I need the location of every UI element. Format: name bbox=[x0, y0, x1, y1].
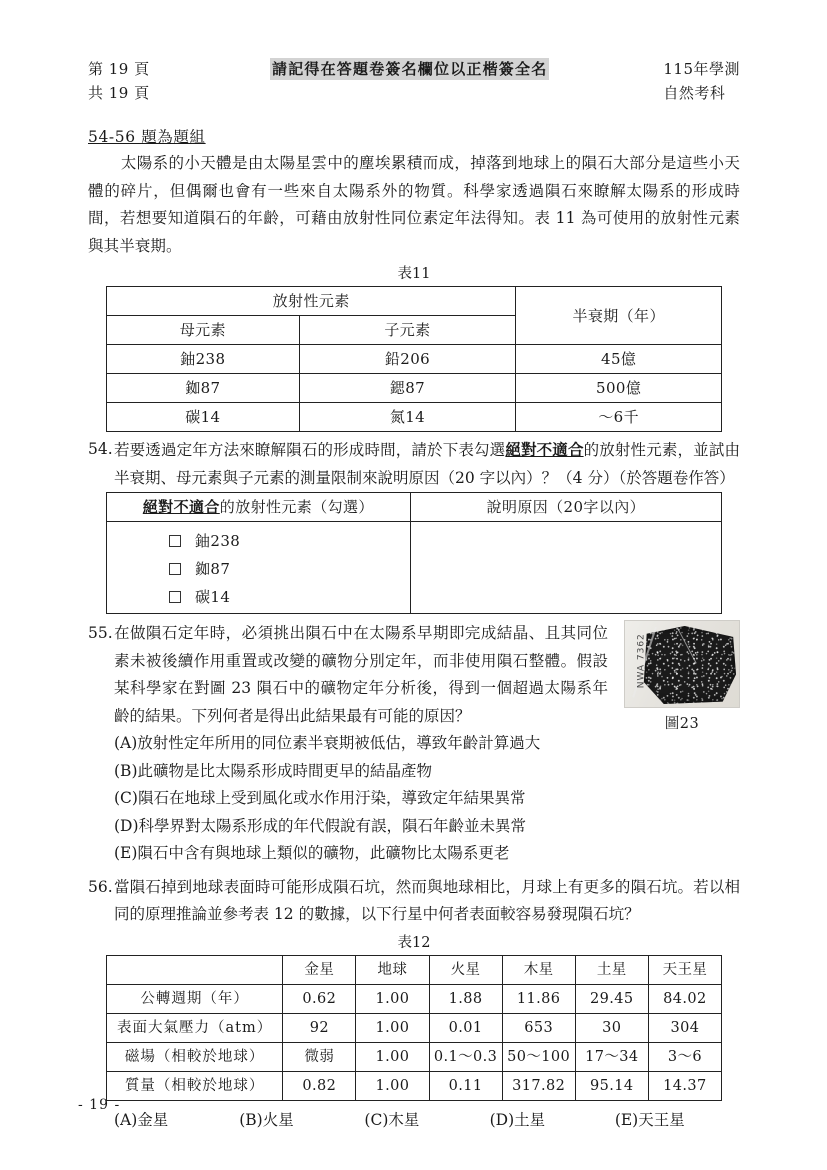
table12-cell: 84.02 bbox=[648, 984, 721, 1013]
signature-notice: 請記得在答題卷簽名欄位以正楷簽全名 bbox=[272, 60, 548, 78]
exam-subject: 自然考科 bbox=[663, 84, 726, 102]
option-c[interactable]: (C)木星 bbox=[364, 1110, 420, 1129]
table12-row-label: 表面大氣壓力（atm） bbox=[107, 1013, 283, 1042]
question-54-text bbox=[114, 436, 740, 492]
exam-title: 115年學測 bbox=[663, 60, 740, 78]
table12-cell: 0.11 bbox=[429, 1071, 502, 1100]
page-header bbox=[88, 57, 740, 105]
table12-cell: 3～6 bbox=[648, 1042, 721, 1071]
page-total: 共 19 頁 bbox=[88, 84, 150, 102]
table12-cell: 317.82 bbox=[502, 1071, 575, 1100]
table12-cell: 1.00 bbox=[356, 1042, 429, 1071]
option-d[interactable]: (D)土星 bbox=[489, 1110, 546, 1129]
table11-head-parent: 母元素 bbox=[107, 316, 300, 345]
q54-emphasis: 絕對不適合 bbox=[505, 440, 584, 459]
q54-checkbox-list bbox=[111, 524, 406, 611]
question-56-number: 56. bbox=[88, 877, 113, 896]
option-e[interactable]: (E)隕石中含有與地球上類似的礦物，此礦物比太陽系更老 bbox=[114, 844, 510, 862]
table12-col-header: 金星 bbox=[283, 955, 356, 984]
table11-cell-child: 鍶87 bbox=[299, 374, 516, 403]
option-e[interactable]: (E)天王星 bbox=[614, 1110, 685, 1129]
table12-corner-cell bbox=[107, 955, 283, 984]
table12-cell: 11.86 bbox=[502, 984, 575, 1013]
table12-col-header: 地球 bbox=[356, 955, 429, 984]
table12-row-label: 公轉週期（年） bbox=[107, 984, 283, 1013]
question-54 bbox=[88, 436, 740, 492]
table12-cell: 17～34 bbox=[575, 1042, 648, 1071]
table12-cell: 29.45 bbox=[575, 984, 648, 1013]
table12 bbox=[106, 955, 722, 1101]
table12-cell: 92 bbox=[283, 1013, 356, 1042]
option-a[interactable]: (A)金星 bbox=[114, 1110, 169, 1129]
table11-cell-halflife: 500億 bbox=[516, 374, 722, 403]
table11-cell-halflife: ～6千 bbox=[516, 403, 722, 432]
question-56-options bbox=[114, 1107, 740, 1133]
table11-head-radioactive: 放射性元素 bbox=[107, 287, 516, 316]
checkbox-icon[interactable] bbox=[169, 591, 181, 603]
table12-cell: 0.82 bbox=[283, 1071, 356, 1100]
table12-cell: 0.01 bbox=[429, 1013, 502, 1042]
table11-cell-halflife: 45億 bbox=[516, 345, 722, 374]
table11-head-child: 子元素 bbox=[299, 316, 516, 345]
table12-col-header: 土星 bbox=[575, 955, 648, 984]
table-row bbox=[107, 984, 722, 1013]
table12-cell: 1.88 bbox=[429, 984, 502, 1013]
table12-col-header: 木星 bbox=[502, 955, 575, 984]
q54-choice-label: 碳14 bbox=[195, 588, 231, 606]
option-a[interactable]: (A)放射性定年所用的同位素半衰期被低估，導致年齡計算過大 bbox=[114, 734, 541, 752]
q54-reason-answer-cell[interactable] bbox=[410, 522, 721, 614]
table11-caption: 表11 bbox=[397, 266, 431, 282]
figure-23 bbox=[624, 620, 740, 735]
question-55-options bbox=[114, 730, 740, 868]
option-d[interactable]: (D)科學界對太陽系形成的年代假說有誤，隕石年齡並未異常 bbox=[114, 816, 527, 835]
table12-cell: 50～100 bbox=[502, 1042, 575, 1071]
table12-caption: 表12 bbox=[397, 934, 431, 951]
exam-info-block bbox=[663, 57, 740, 105]
question-55-text: 在做隕石定年時，必須挑出隕石中在太陽系早期即完成結晶、且其同位素未被後續作用重置或改變的礦物分別定年，而非使用隕石整體。假設某科學家在對圖 23 隕石中的礦物定年分析後，得到一個超過太陽系年齡的結果。下列何者是得出此結果最有可能的原因？ bbox=[114, 624, 608, 725]
table12-col-header: 天王星 bbox=[648, 955, 721, 984]
table11-cell-parent: 碳14 bbox=[107, 403, 300, 432]
list-item[interactable] bbox=[169, 583, 406, 611]
table12-cell: 30 bbox=[575, 1013, 648, 1042]
table-row bbox=[107, 522, 722, 614]
table12-row-label: 質量（相較於地球） bbox=[107, 1071, 283, 1100]
table11-head-halflife: 半衰期（年） bbox=[516, 287, 722, 345]
table12-cell: 1.00 bbox=[356, 1071, 429, 1100]
page-footer: - 19 - bbox=[78, 1097, 121, 1113]
table-row bbox=[107, 287, 722, 316]
table-row bbox=[107, 1071, 722, 1100]
table12-cell: 653 bbox=[502, 1013, 575, 1042]
checkbox-icon[interactable] bbox=[169, 535, 181, 547]
question-54-number: 54. bbox=[88, 440, 113, 458]
question-54-answer-table bbox=[106, 492, 722, 614]
question-56 bbox=[88, 874, 740, 929]
table12-cell: 0.62 bbox=[283, 984, 356, 1013]
option-b[interactable]: (B)火星 bbox=[239, 1110, 294, 1129]
group-passage bbox=[88, 150, 740, 260]
table11 bbox=[106, 286, 722, 432]
page-current: 第 19 頁 bbox=[88, 60, 150, 78]
table12-cell: 1.00 bbox=[356, 984, 429, 1013]
list-item[interactable] bbox=[169, 527, 406, 555]
question-56-text: 當隕石掉到地球表面時可能形成隕石坑，然而與地球相比，月球上有更多的隕石坑。若以相同的原理推論並參考表 12 的數據，以下行星中何者表面較容易發現隕石坑？ bbox=[114, 877, 740, 923]
list-item[interactable] bbox=[169, 555, 406, 583]
passage-text: 太陽系的小天體是由太陽星雲中的塵埃累積而成，掉落到地球上的隕石大部分是這些小天體的碎片，但偶爾也會有一些來自太陽系外的物質。科學家透過隕石來瞭解太陽系的形成時間，若想要知道隕石的年齡，可藉由放射性同位素定年法得知。表 11 為可使用的放射性元素與其半衰期。 bbox=[88, 154, 740, 255]
question-55 bbox=[88, 620, 740, 730]
option-c[interactable]: (C)隕石在地球上受到風化或水作用汙染，導致定年結果異常 bbox=[114, 789, 526, 807]
table-row bbox=[107, 403, 722, 432]
table-row bbox=[107, 1042, 722, 1071]
page-number-block bbox=[88, 57, 150, 105]
table-row bbox=[107, 1013, 722, 1042]
checkbox-icon[interactable] bbox=[169, 563, 181, 575]
q54-choice-label: 鈾238 bbox=[195, 532, 241, 550]
q54-answer-col2-header: 說明原因（20字以內） bbox=[410, 493, 721, 522]
q54-text-a: 若要透過定年方法來瞭解隕石的形成時間，請於下表勾選 bbox=[114, 441, 506, 459]
figure-23-caption: 圖23 bbox=[664, 716, 700, 732]
q54-col1-rest: 的放射性元素（勾選） bbox=[219, 498, 374, 516]
question-55-number: 55. bbox=[88, 624, 113, 642]
table12-row-label: 磁場（相較於地球） bbox=[107, 1042, 283, 1071]
table11-cell-child: 鉛206 bbox=[299, 345, 516, 374]
q54-col1-emphasis: 絕對不適合 bbox=[142, 498, 220, 516]
meteorite-photo bbox=[624, 620, 740, 708]
table12-col-header: 火星 bbox=[429, 955, 502, 984]
q54-checkbox-cell bbox=[107, 522, 411, 614]
option-b[interactable]: (B)此礦物是比太陽系形成時間更早的結晶產物 bbox=[114, 761, 432, 780]
table12-cell: 1.00 bbox=[356, 1013, 429, 1042]
table11-cell-parent: 銣87 bbox=[107, 374, 300, 403]
page-content bbox=[88, 126, 740, 1133]
q54-text-b: 的放射性元素，並試由半衰期、母元素與子元素的測量限制來說明原因（20 字以內）？（4 分）（於答題卷作答） bbox=[114, 441, 740, 487]
table12-cell: 0.1～0.3 bbox=[429, 1042, 502, 1071]
question-group-title: 54-56 題為題組 bbox=[88, 128, 206, 146]
table-row bbox=[107, 493, 722, 522]
table-row bbox=[107, 374, 722, 403]
table11-cell-parent: 鈾238 bbox=[107, 345, 300, 374]
table12-cell: 微弱 bbox=[283, 1042, 356, 1071]
q54-answer-col1-header bbox=[107, 493, 411, 522]
table-row bbox=[107, 955, 722, 984]
table11-cell-child: 氮14 bbox=[299, 403, 516, 432]
q54-choice-label: 銣87 bbox=[195, 560, 231, 578]
table12-cell: 14.37 bbox=[648, 1071, 721, 1100]
meteorite-specimen-label: NWA 7362 bbox=[636, 633, 647, 689]
table-row bbox=[107, 345, 722, 374]
table12-cell: 304 bbox=[648, 1013, 721, 1042]
table12-cell: 95.14 bbox=[575, 1071, 648, 1100]
